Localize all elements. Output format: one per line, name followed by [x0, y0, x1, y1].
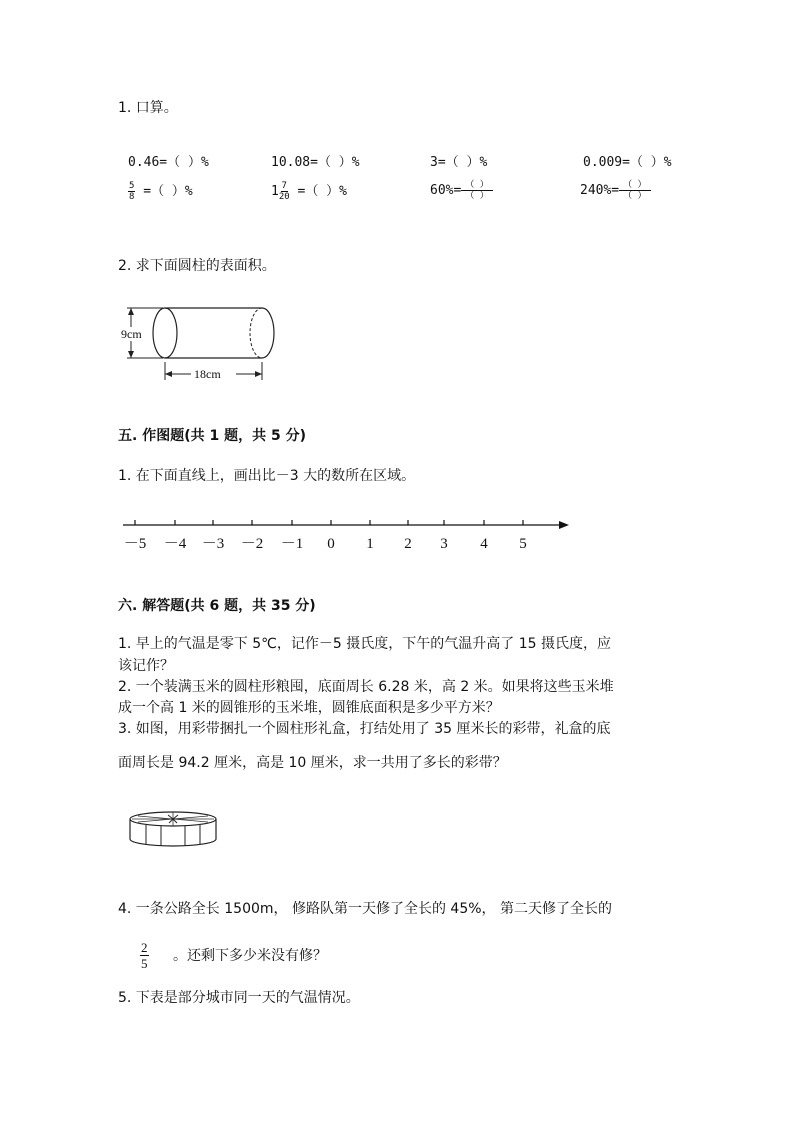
q1-title: 1. 口算。 [118, 100, 178, 116]
q2-title: 2. 求下面圆柱的表面积。 [118, 258, 276, 274]
question-4-tail: 。还剩下多少米没有修？ [172, 947, 327, 964]
cylinder-back-hidden-arc [250, 308, 262, 358]
blank-numerator: （ ） [619, 180, 650, 191]
numerator: 5 [129, 181, 135, 191]
arrowhead-left [165, 371, 172, 377]
gift-box-drawing [128, 808, 223, 854]
question-2-line-1: 2. 一个装满玉米的圆柱形粮囤，底面周长 6.28 米，高 2 米。如果将这些玉米堆 [118, 679, 614, 695]
number-line-label: 4 [480, 536, 488, 552]
calc-item-fraction [128, 180, 193, 202]
number-line-label: 1 [366, 536, 374, 552]
calc-item: 0.46=（ ）% [128, 155, 209, 170]
fraction-two-fifths [140, 940, 149, 971]
number-line [118, 512, 578, 557]
blank-numerator: （ ） [461, 180, 492, 191]
cylinder-back-visible-arc [262, 308, 274, 358]
number-line-label: －5 [123, 536, 147, 552]
expression-head: 240%= [580, 183, 620, 198]
numerator: 7 [281, 181, 287, 191]
numerator: 2 [141, 940, 148, 955]
question-3-line-1: 3. 如图，用彩带捆扎一个圆柱形礼盒，打结处用了 35 厘米长的彩带，礼盒的底 [118, 721, 611, 737]
number-line-label: －1 [280, 536, 304, 552]
number-line-label: 5 [519, 536, 527, 552]
blank-denominator: （ ） [623, 191, 647, 201]
calc-item-blank-fraction [430, 180, 493, 201]
blank-expression: =（ ）% [143, 184, 193, 199]
number-line-label: －2 [240, 536, 264, 552]
section-5-heading: 五. 作图题(共 1 题，共 5 分) [118, 428, 306, 444]
cylinder-front-face [153, 308, 177, 358]
question-1-line-1: 1. 早上的气温是零下 5℃，记作－5 摄氏度，下午的气温升高了 15 摄氏度，应 [118, 636, 611, 652]
number-line-label: 2 [404, 536, 412, 552]
whole-part: 1 [271, 184, 279, 199]
number-line-arrow [559, 521, 569, 529]
number-line-label: 0 [327, 536, 335, 552]
question-3-line-2: 面周长是 94.2 厘米，高是 10 厘米，求一共用了多长的彩带？ [118, 755, 507, 771]
fraction [279, 181, 290, 202]
number-line-label: 3 [440, 536, 448, 552]
blank-denominator: （ ） [465, 191, 489, 201]
number-line-label: －4 [163, 536, 187, 552]
blank-fraction [619, 180, 650, 201]
calc-item: 10.08=（ ）% [271, 155, 360, 170]
section-5-question-1: 1. 在下面直线上，画出比－3 大的数所在区域。 [118, 468, 416, 484]
calc-item: 0.009=（ ）% [583, 155, 672, 170]
fraction [128, 181, 135, 202]
denominator: 20 [278, 192, 290, 202]
length-label: 18cm [194, 367, 221, 381]
section-6-heading: 六. 解答题(共 6 题，共 35 分) [118, 598, 316, 614]
cylinder-diagram [118, 300, 288, 385]
denominator: 8 [129, 192, 135, 202]
calc-item-blank-fraction [580, 180, 651, 201]
question-5: 5. 下表是部分城市同一天的气温情况。 [118, 990, 360, 1006]
arrowhead-down [128, 351, 134, 358]
arrowhead-right [255, 371, 262, 377]
blank-fraction [461, 180, 492, 201]
calc-item: 3=（ ）% [430, 155, 488, 170]
question-4-line-2 [140, 940, 327, 971]
calc-item-mixed-number [271, 180, 347, 202]
height-label: 9cm [121, 327, 142, 341]
arrowhead-up [128, 308, 134, 315]
gift-box-bottom-edge [130, 839, 216, 846]
question-4-line-1: 4. 一条公路全长 1500m， 修路队第一天修了全长的 45%， 第二天修了全长的 [118, 901, 612, 917]
blank-expression: =（ ）% [297, 184, 347, 199]
number-line-label: －3 [201, 536, 225, 552]
expression-head: 60%= [430, 183, 462, 198]
question-2-line-2: 成一个高 1 米的圆锥形的玉米堆，圆锥底面积是多少平方米？ [118, 700, 500, 716]
denominator: 5 [141, 956, 148, 971]
question-1-line-2: 该记作？ [118, 658, 174, 674]
